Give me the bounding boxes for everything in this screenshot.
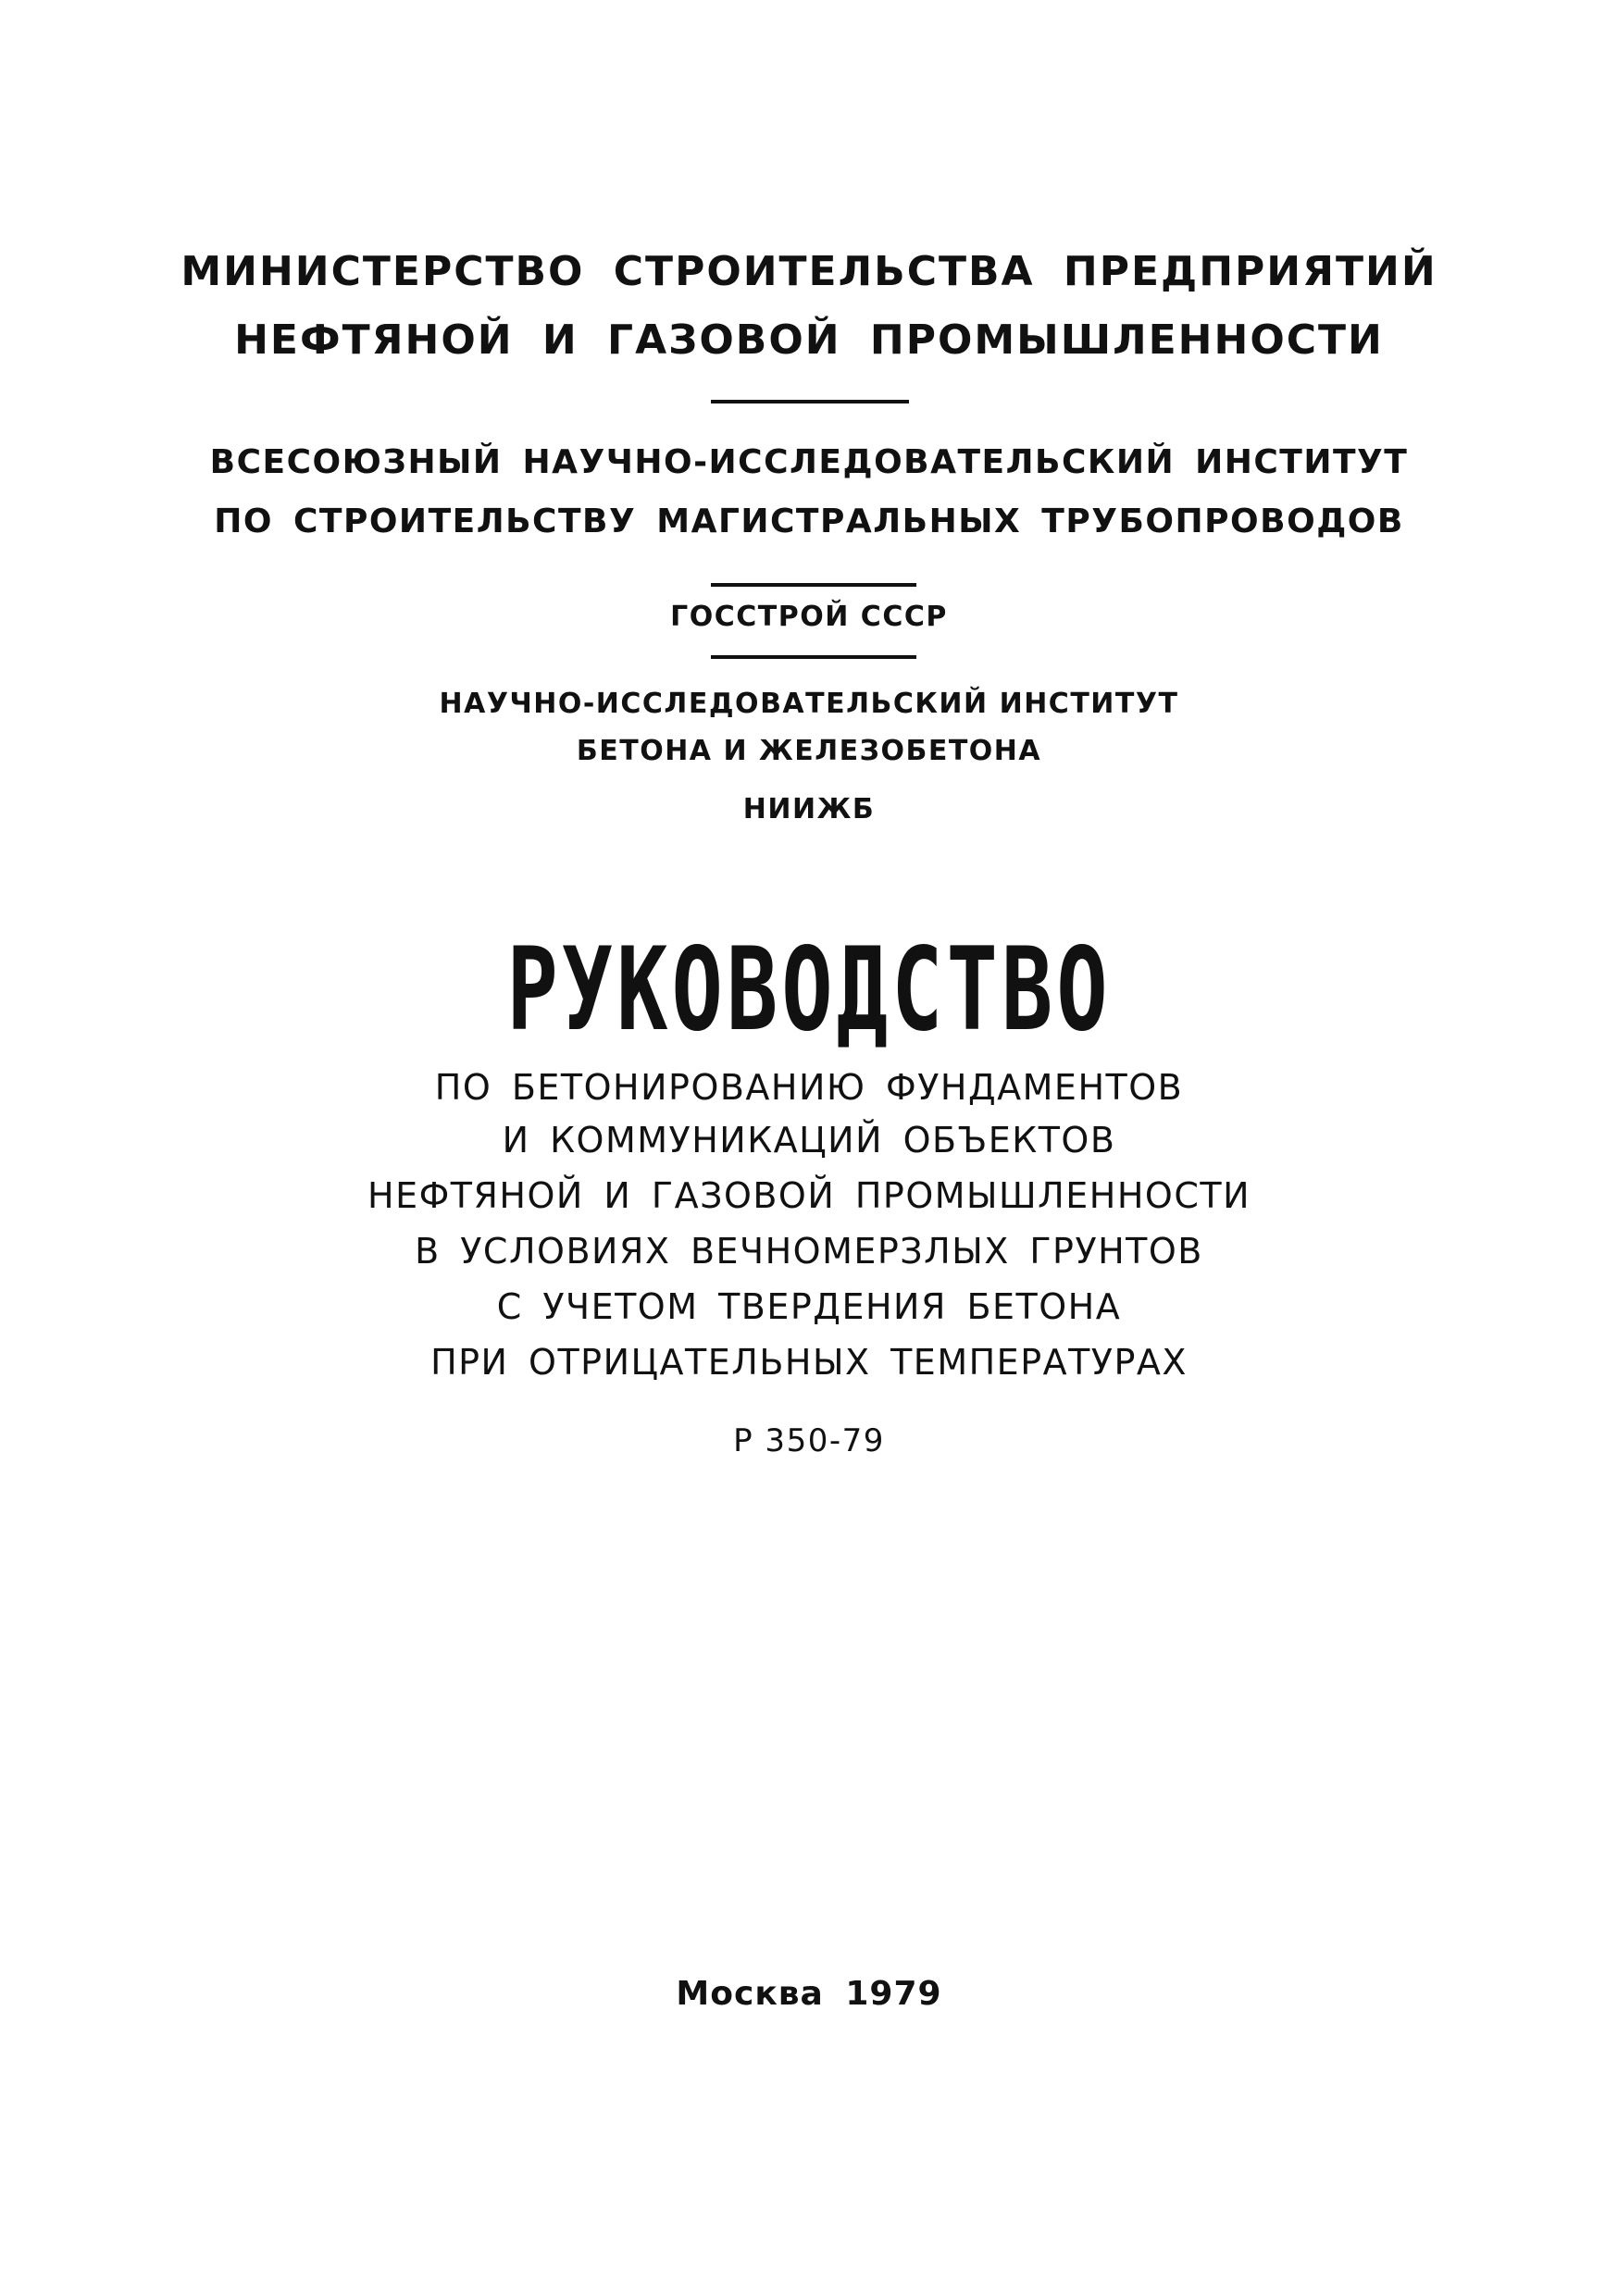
subtitle-line-1: ПО БЕТОНИРОВАНИЮ ФУНДАМЕНТОВ xyxy=(434,1067,1184,1108)
publication-imprint: Москва 1979 xyxy=(676,1975,942,2013)
divider-rule xyxy=(711,655,916,659)
document-title: РУКОВОДСТВО xyxy=(506,923,1112,1057)
ministry-line-2: НЕФТЯНОЙ И ГАЗОВОЙ ПРОМЫШЛЕННОСТИ xyxy=(234,316,1384,364)
document-code: Р 350-79 xyxy=(733,1422,885,1459)
ministry-line-1: МИНИСТЕРСТВО СТРОИТЕЛЬСТВА ПРЕДПРИЯТИЙ xyxy=(180,248,1438,295)
subtitle-line-2: И КОММУНИКАЦИЙ ОБЪЕКТОВ xyxy=(502,1120,1116,1160)
subtitle-line-5: С УЧЕТОМ ТВЕРДЕНИЯ БЕТОНА xyxy=(496,1286,1122,1327)
subtitle-line-3: НЕФТЯНОЙ И ГАЗОВОЙ ПРОМЫШЛЕННОСТИ xyxy=(367,1175,1251,1216)
subtitle-line-6: ПРИ ОТРИЦАТЕЛЬНЫХ ТЕМПЕРАТУРАХ xyxy=(430,1342,1188,1383)
gosstroy-label: ГОССТРОЙ СССР xyxy=(670,601,948,633)
niizhb-abbr: НИИЖБ xyxy=(742,793,876,825)
subtitle-line-4: В УСЛОВИЯХ ВЕЧНОМЕРЗЛЫХ ГРУНТОВ xyxy=(415,1231,1203,1272)
divider-rule xyxy=(711,400,909,403)
institute-line-2: ПО СТРОИТЕЛЬСТВУ МАГИСТРАЛЬНЫХ ТРУБОПРОВОДОВ xyxy=(214,503,1404,540)
niizhb-line-1: НАУЧНО-ИССЛЕДОВАТЕЛЬСКИЙ ИНСТИТУТ xyxy=(439,688,1179,720)
divider-rule xyxy=(711,583,916,587)
institute-line-1: ВСЕСОЮЗНЫЙ НАУЧНО-ИССЛЕДОВАТЕЛЬСКИЙ ИНСТИТУТ xyxy=(209,443,1409,481)
niizhb-line-2: БЕТОНА И ЖЕЛЕЗОБЕТОНА xyxy=(576,735,1042,767)
